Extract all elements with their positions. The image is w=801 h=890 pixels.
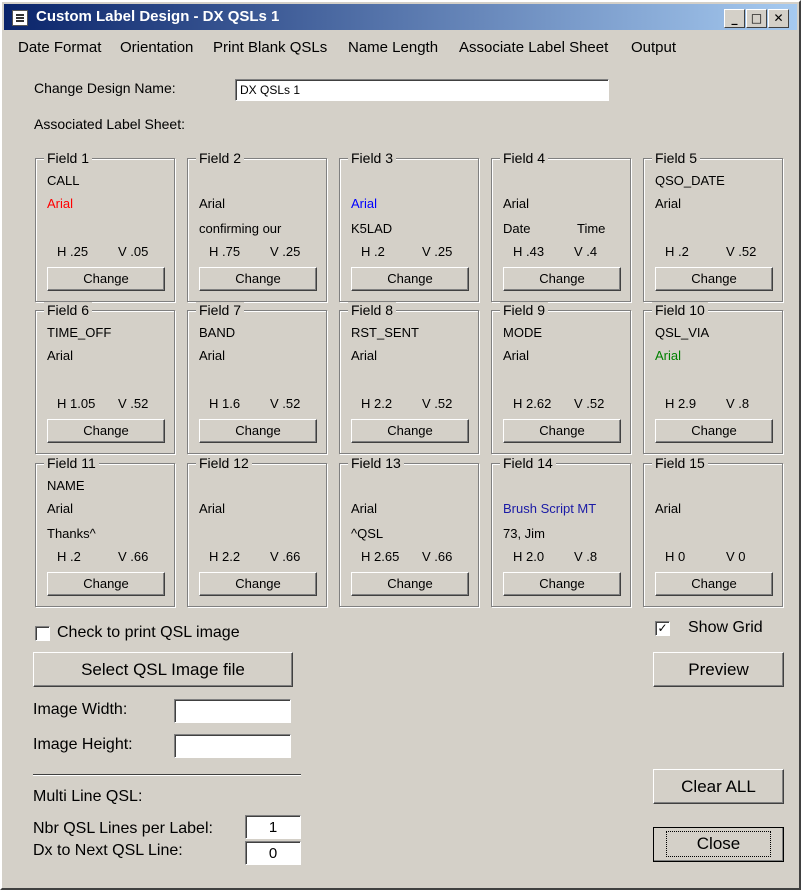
field-title: Field 12 <box>196 455 252 471</box>
field-font-text: Arial <box>655 501 682 516</box>
show-grid-label: Show Grid <box>688 619 763 636</box>
image-width-label: Image Width: <box>33 701 128 718</box>
field-title: Field 5 <box>652 150 700 166</box>
field-v-position: V .52 <box>422 396 453 411</box>
field-group-5 <box>643 150 783 302</box>
field-title: Field 10 <box>652 302 708 318</box>
qsl-lines-input[interactable] <box>245 815 301 839</box>
field-h-position: H 1.05 <box>57 396 96 411</box>
field-font-text: Arial <box>351 196 378 211</box>
field-title: Field 4 <box>500 150 548 166</box>
field-h-position: H 2.9 <box>665 396 697 411</box>
field-group-12 <box>187 455 327 607</box>
menu-associate-label-sheet[interactable]: Associate Label Sheet <box>459 39 609 56</box>
change-field-button[interactable]: Change <box>351 267 469 291</box>
field-text-value: Date <box>503 221 531 236</box>
design-name-label: Change Design Name: <box>34 80 176 96</box>
design-name-input[interactable] <box>235 79 609 101</box>
field-v-position: V .25 <box>422 244 453 259</box>
field-font-text: Arial <box>503 196 530 211</box>
window-title: Custom Label Design - DX QSLs 1 <box>36 8 280 25</box>
field-text-value: confirming our <box>199 221 282 236</box>
field-v-position: V .66 <box>270 549 301 564</box>
field-group-13 <box>339 455 479 607</box>
preview-button[interactable]: Preview <box>653 652 784 687</box>
change-field-button[interactable]: Change <box>655 572 773 596</box>
change-field-button[interactable]: Change <box>503 267 621 291</box>
field-font-text: Arial <box>655 348 682 363</box>
close-button[interactable] <box>653 827 784 862</box>
field-v-position: V .4 <box>574 244 598 259</box>
field-font-text: Arial <box>503 348 530 363</box>
field-name-text: TIME_OFF <box>47 325 112 340</box>
field-title: Field 9 <box>500 302 548 318</box>
field-font-text: Arial <box>199 501 226 516</box>
field-title: Field 2 <box>196 150 244 166</box>
multi-line-heading: Multi Line QSL: <box>33 788 143 805</box>
change-field-button[interactable]: Change <box>503 419 621 443</box>
show-grid-checkbox[interactable]: ✓ <box>655 621 670 636</box>
menu-print-blank-qsls[interactable]: Print Blank QSLs <box>213 39 328 56</box>
field-group-15 <box>643 455 783 607</box>
field-v-position: V .25 <box>270 244 301 259</box>
print-qsl-image-label: Check to print QSL image <box>57 624 240 641</box>
change-field-button[interactable]: Change <box>655 419 773 443</box>
change-field-button[interactable]: Change <box>503 572 621 596</box>
field-title: Field 15 <box>652 455 708 471</box>
field-title: Field 14 <box>500 455 556 471</box>
field-h-position: H 2.2 <box>209 549 241 564</box>
maximize-button[interactable]: □ <box>746 9 767 28</box>
field-name-text: RST_SENT <box>351 325 419 340</box>
field-name-text: NAME <box>47 478 85 493</box>
field-v-position: V .52 <box>270 396 301 411</box>
field-title: Field 13 <box>348 455 404 471</box>
field-text-value: K5LAD <box>351 221 393 236</box>
field-text-value: Thanks^ <box>47 526 96 541</box>
field-group-8 <box>339 302 479 454</box>
field-font-text: Arial <box>47 348 74 363</box>
change-field-button[interactable]: Change <box>351 419 469 443</box>
field-h-position: H 2.0 <box>513 549 545 564</box>
field-title: Field 1 <box>44 150 92 166</box>
field-text-value: 73, Jim <box>503 526 545 541</box>
app-icon <box>12 10 28 26</box>
title-bar[interactable] <box>4 4 797 30</box>
change-field-button[interactable]: Change <box>351 572 469 596</box>
field-group-14 <box>491 455 631 607</box>
field-v-position: V .8 <box>574 549 598 564</box>
associated-label-sheet-label: Associated Label Sheet: <box>34 116 185 132</box>
clear-all-button[interactable]: Clear ALL <box>653 769 784 804</box>
field-group-6 <box>35 302 175 454</box>
field-v-position: V 0 <box>726 549 746 564</box>
field-group-10 <box>643 302 783 454</box>
field-h-position: H .2 <box>57 549 81 564</box>
field-h-position: H 2.65 <box>361 549 400 564</box>
field-h-position: H 1.6 <box>209 396 241 411</box>
field-h-position: H 0 <box>665 549 686 564</box>
dx-next-line-label: Dx to Next QSL Line: <box>33 842 183 859</box>
field-h-position: H 2.2 <box>361 396 393 411</box>
field-v-position: V .52 <box>726 244 757 259</box>
field-name-text: MODE <box>503 325 542 340</box>
field-name-text: QSO_DATE <box>655 173 725 188</box>
field-font-text: Arial <box>351 348 378 363</box>
image-height-input[interactable] <box>174 734 291 758</box>
change-field-button[interactable]: Change <box>47 267 165 291</box>
field-name-text: BAND <box>199 325 236 340</box>
field-font-text: Arial <box>47 196 74 211</box>
close-window-button[interactable]: ✕ <box>768 9 789 28</box>
change-field-button[interactable]: Change <box>199 419 317 443</box>
select-qsl-image-button[interactable]: Select QSL Image file <box>33 652 293 687</box>
field-v-position: V .05 <box>118 244 149 259</box>
field-title: Field 8 <box>348 302 396 318</box>
change-field-button[interactable]: Change <box>655 267 773 291</box>
field-v-position: V .52 <box>118 396 149 411</box>
field-title: Field 7 <box>196 302 244 318</box>
change-field-button[interactable]: Change <box>47 572 165 596</box>
field-group-3 <box>339 150 479 302</box>
field-title: Field 3 <box>348 150 396 166</box>
field-font-text: Arial <box>351 501 378 516</box>
dx-next-line-input[interactable] <box>245 841 301 865</box>
field-v-position: V .8 <box>726 396 750 411</box>
image-height-label: Image Height: <box>33 736 133 753</box>
field-name-text: CALL <box>47 173 80 188</box>
field-text-value: ^QSL <box>351 526 384 541</box>
field-h-position: H .2 <box>361 244 385 259</box>
field-font-text: Arial <box>199 196 226 211</box>
field-group-4 <box>491 150 631 302</box>
field-title: Field 11 <box>44 455 99 471</box>
separator <box>33 774 301 776</box>
menu-output[interactable]: Output <box>631 39 677 56</box>
field-font-text: Brush Script MT <box>503 501 597 516</box>
menu-orientation[interactable]: Orientation <box>120 39 194 56</box>
field-group-1 <box>35 150 175 302</box>
change-field-button[interactable]: Change <box>47 419 165 443</box>
image-width-input[interactable] <box>174 699 291 723</box>
field-h-position: H 2.62 <box>513 396 552 411</box>
field-group-2 <box>187 150 327 302</box>
qsl-lines-label: Nbr QSL Lines per Label: <box>33 820 213 837</box>
field-font-text: Arial <box>655 196 682 211</box>
field-h-position: H .25 <box>57 244 89 259</box>
field-title: Field 6 <box>44 302 92 318</box>
field-group-11 <box>35 455 175 607</box>
close-button-label: Close <box>666 831 771 857</box>
field-font-text: Arial <box>47 501 74 516</box>
minimize-button[interactable]: _ <box>724 9 745 28</box>
field-v-position: V .66 <box>118 549 149 564</box>
change-field-button[interactable]: Change <box>199 572 317 596</box>
field-h-position: H .75 <box>209 244 241 259</box>
menu-name-length[interactable]: Name Length <box>348 39 439 56</box>
change-field-button[interactable]: Change <box>199 267 317 291</box>
menu-date-format[interactable]: Date Format <box>18 39 102 56</box>
field-name-text: QSL_VIA <box>655 325 710 340</box>
field-h-position: H .43 <box>513 244 545 259</box>
print-qsl-image-checkbox[interactable] <box>35 626 50 641</box>
field-time-text: Time <box>577 221 606 236</box>
field-group-7 <box>187 302 327 454</box>
field-v-position: V .52 <box>574 396 605 411</box>
field-group-9 <box>491 302 631 454</box>
field-font-text: Arial <box>199 348 226 363</box>
field-h-position: H .2 <box>665 244 689 259</box>
field-v-position: V .66 <box>422 549 453 564</box>
